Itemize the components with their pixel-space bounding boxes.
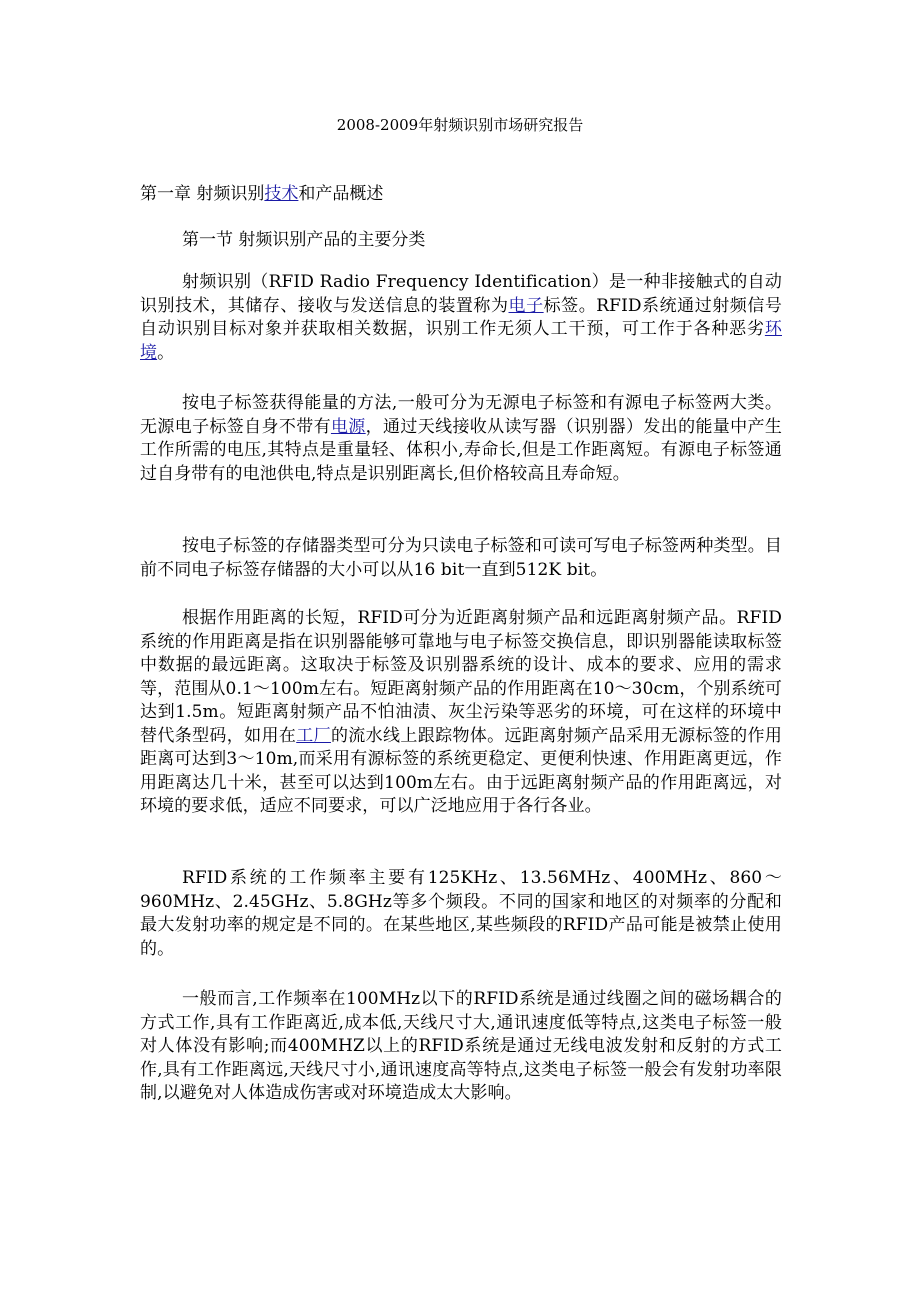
p5-text-1: RFID系统的工作频率主要有125KHz、13.56MHz、400MHz、860～960MHz、2.45GHz、5.8GHz等多个频段。不同的国家和地区的对频率的分配和最大发射功率的规定是不同的。在某些地区,某些频段的RFID产品可能是被禁止使用的。 xyxy=(140,868,782,959)
p1-text-3: 。 xyxy=(157,342,175,363)
chapter-heading xyxy=(140,182,383,206)
p2-text-2: ，通过天线接收从读写器（识别器）发出的能量中产生工作所需的电压,其特点是重量轻、体积小,寿命长,但是工作距离短。有源电子标签通过自身带有的电池供电,特点是识别距离长,但价格较高且寿命短。 xyxy=(140,416,783,484)
document-title: 2008-2009年射频识别市场研究报告 xyxy=(336,116,584,134)
paragraph-energy-classification xyxy=(140,392,782,486)
p6-text-1: 一般而言,工作频率在100MHz以下的RFID系统是通过线圈之间的磁场耦合的方式工作,具有工作距离近,成本低,天线尺寸大,通讯速度低等特点,这类电子标签一般对人体没有影响;而400MHZ以上的RFID系统是通过无线电波发射和反射的方式工作,具有工作距离远,天线尺寸小,通讯速度高等特点,这类电子标签一般会有发射功率限制,以避免对人体造成伤害或对环境造成太大影响。 xyxy=(140,989,782,1103)
section-heading: 第一节 射频识别产品的主要分类 xyxy=(182,230,426,250)
link-factory[interactable]: 工厂 xyxy=(296,725,331,746)
p1-text-2: 标签。RFID系统通过射频信号自动识别目标对象并获取相关数据，识别工作无须人工干预，可工作于各种恶劣 xyxy=(140,295,782,339)
link-electronic[interactable]: 电子 xyxy=(508,295,544,316)
paragraph-memory-classification xyxy=(140,535,782,582)
paragraph-frequency-characteristics xyxy=(140,988,782,1106)
link-technology[interactable]: 技术 xyxy=(264,184,299,204)
p4-text-1: 根据作用距离的长短，RFID可分为近距离射频产品和远距离射频产品。RFID系统的作用距离是指在识别器能够可靠地与电子标签交换信息，即识别器能读取标签中数据的最远距离。这取决于标签及识别器系统的设计、成本的要求、应用的需求等，范围从0.1～100m左右。短距离射频产品的作用距离在10～30cm，个别系统可达到1.5m。短距离射频产品不怕油渍、灰尘污染等恶劣的环境，可在这样的环境中替代条型码，如用在 xyxy=(140,608,782,746)
link-environment[interactable]: 环境 xyxy=(140,319,782,363)
link-power-source[interactable]: 电源 xyxy=(330,416,366,437)
p3-text-1: 按电子标签的存储器类型可分为只读电子标签和可读可写电子标签两种类型。目前不同电子标签存储器的大小可以从16 bit一直到512K bit。 xyxy=(140,536,782,580)
paragraph-rfid-definition xyxy=(140,271,782,365)
p4-text-2: 的流水线上跟踪物体。远距离射频产品采用无源标签的作用距离可达到3～10m,而采用有源标签的系统更稳定、更便利快速、作用距离更远，作用距离达几十米，甚至可以达到100m左右。由于远距离射频产品的作用距离远，对环境的要求低，适应不同要求，可以广泛地应用于各行各业。 xyxy=(140,725,782,816)
paragraph-range-classification xyxy=(140,607,782,819)
chapter-suffix: 和产品概述 xyxy=(298,184,384,204)
p1-text-1: 射频识别（RFID Radio Frequency Identification）是一种非接触式的自动识别技术，其储存、接收与发送信息的装置称为 xyxy=(140,272,782,316)
chapter-prefix: 第一章 射频识别 xyxy=(140,184,265,204)
p2-text-1: 按电子标签获得能量的方法,一般可分为无源电子标签和有源电子标签两大类。无源电子标签自身不带有 xyxy=(140,393,782,437)
paragraph-frequency-bands xyxy=(140,867,782,961)
